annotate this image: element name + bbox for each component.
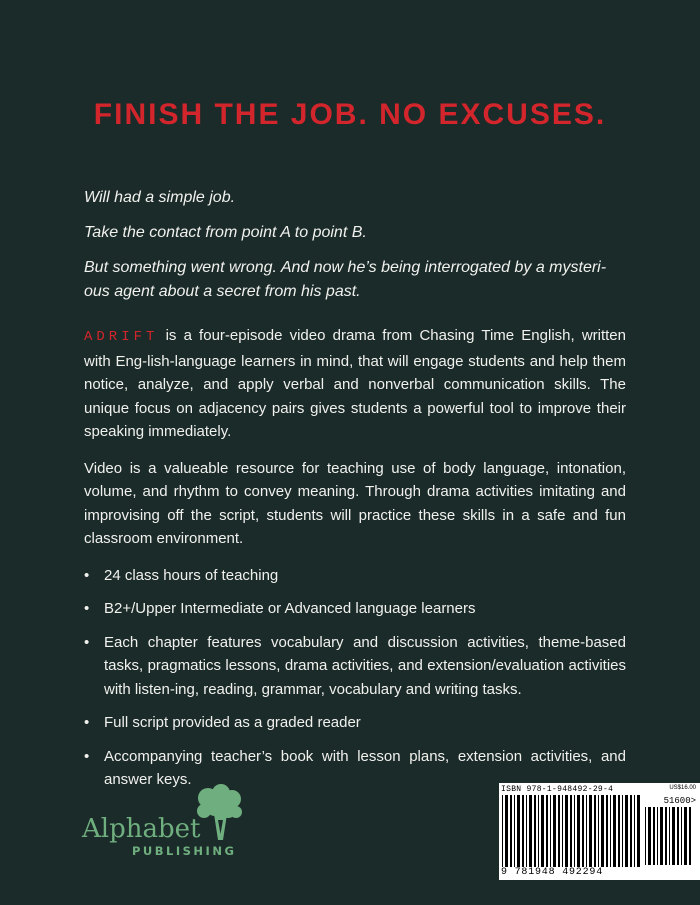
feature-text: B2+/Upper Intermediate or Advanced language learners xyxy=(104,600,476,617)
price-code: 51600> xyxy=(663,796,696,806)
feature-text: Full script provided as a graded reader xyxy=(104,714,361,731)
bullet-icon: • xyxy=(84,600,90,617)
barcode-bars xyxy=(502,795,642,867)
headline: FINISH THE JOB. NO EXCUSES. xyxy=(93,98,607,131)
ean-label: 9 781948 492294 xyxy=(501,867,604,878)
logo-name: Alphabet xyxy=(82,814,201,844)
logo-subtitle: PUBLISHING xyxy=(132,844,237,858)
title-word: ADRIFT xyxy=(84,329,159,345)
intro-line-3: But something went wrong. And now he’s being interrogated by a mysteri-ous agent about a secret from his past. xyxy=(84,259,607,300)
bullet-icon: • xyxy=(84,633,90,651)
feature-text: Accompanying teacher’s book with lesson plans, extension activities, and answer keys. xyxy=(104,747,626,788)
price-label: US$16.00 xyxy=(669,785,696,791)
price-barcode-bars xyxy=(645,807,695,865)
intro-line-1: Will had a simple job. xyxy=(84,189,236,206)
feature-text: Each chapter features vocabulary and discussion activities, theme-based tasks, pragmatics lessons, drama activities, and extension/evaluation activities with listen-ing, reading, grammar, vocabulary and writing tasks. xyxy=(104,633,626,698)
intro-line-2: Take the contact from point A to point B. xyxy=(84,224,367,241)
bullet-icon: • xyxy=(84,566,90,584)
intro-teaser xyxy=(84,186,624,315)
publisher-logo xyxy=(82,784,257,864)
bullet-icon: • xyxy=(84,747,90,765)
description-paragraph-1-text: is a four-episode video drama from Chasing Time English, written with Eng-lish-language learners in mind, that will engage students and help them notice, analyze, and apply verbal and nonverbal communication skills. The unique focus on adjacency pairs gives students a powerful tool to improve their speaking immediately. xyxy=(84,327,626,440)
feature-item xyxy=(84,631,626,702)
feature-item xyxy=(84,597,626,621)
description-paragraph-2: Video is a valueable resource for teaching use of body language, intonation, volume, and rhythm to convey meaning. Through drama activities imitating and improvising off the script, students will practice these skills in a safe and fun classroom environment. xyxy=(84,459,626,547)
barcode xyxy=(499,783,700,880)
feature-list xyxy=(84,564,626,792)
feature-item xyxy=(84,711,626,735)
feature-item xyxy=(84,564,626,588)
feature-text: 24 class hours of teaching xyxy=(104,566,279,584)
description xyxy=(84,324,626,802)
isbn-label: ISBN 978-1-948492-29-4 xyxy=(501,785,614,794)
bullet-icon: • xyxy=(84,714,90,731)
description-paragraph-1 xyxy=(84,324,626,444)
tree-pen-icon xyxy=(194,784,244,842)
